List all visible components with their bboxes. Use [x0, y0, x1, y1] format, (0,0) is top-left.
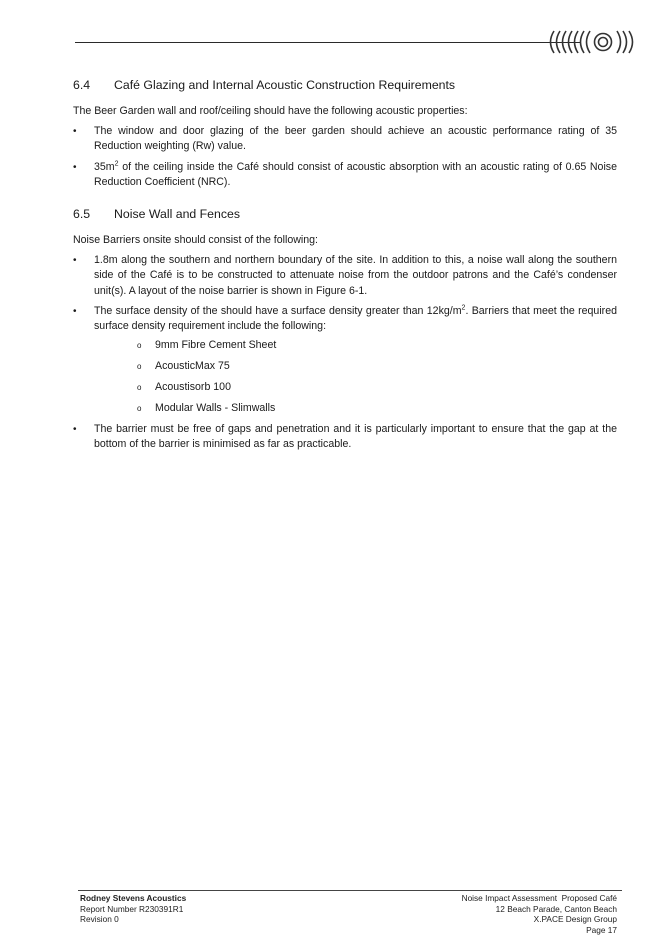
section-number: 6.5 [73, 207, 91, 222]
footer-doc-title: Noise Impact Assessment Proposed Café [461, 893, 617, 903]
sub-list-item: o AcousticMax 75 [94, 359, 617, 374]
bullet-item: • The window and door glazing of the beer garden should achieve an acoustic performance rating of 35 Reduction weighting (Rw) value. [73, 124, 617, 155]
bullet-text: . Barriers that meet the required surface density requirement include the following: [94, 305, 617, 333]
section-number: 6.4 [73, 78, 91, 92]
bullet-item [73, 304, 617, 416]
footer-left [80, 893, 186, 925]
footer-rule [78, 890, 622, 891]
superscript: 2 [114, 160, 119, 168]
bullet-text: 35m [94, 160, 115, 173]
sub-list [94, 338, 617, 416]
superscript: 2 [461, 304, 466, 312]
section-heading-6-4 [73, 78, 617, 92]
sub-list-item: o Acoustisorb 100 [94, 380, 617, 395]
section-title: Noise Wall and Fences [114, 207, 240, 222]
bullet-text: of the ceiling inside the Café should consist of acoustic absorption with an acoustic rating of 0.65 Noise Reduction Coefficient (NRC). [94, 160, 617, 188]
sub-list-item: o 9mm Fibre Cement Sheet [94, 338, 617, 353]
footer-revision: Revision 0 [80, 914, 119, 925]
footer-page-number: Page 17 [586, 924, 617, 935]
footer-address: 12 Beach Parade, Canton Beach [495, 903, 617, 914]
footer-company: Rodney Stevens Acoustics [80, 893, 187, 903]
page-content [73, 78, 617, 457]
bullet-list [73, 253, 617, 452]
section-title: Café Glazing and Internal Acoustic Construction Requirements [114, 78, 456, 92]
section-intro: The Beer Garden wall and roof/ceiling should have the following acoustic properties: [73, 105, 468, 117]
bullet-list [73, 124, 617, 190]
header-rule [75, 42, 580, 43]
footer-report-number: Report Number R230391R1 [80, 903, 184, 914]
section-intro: Noise Barriers onsite should consist of the following: [73, 234, 318, 247]
bullet-text: The surface density of the should have a surface density greater than 12kg/m [94, 305, 462, 318]
bullet-item [73, 160, 617, 191]
footer-client: X.PACE Design Group [533, 914, 617, 925]
sound-wave-logo-icon [546, 28, 638, 56]
sub-list-item: o Modular Walls - Slimwalls [94, 401, 617, 416]
section-heading-6-5 [73, 207, 617, 221]
bullet-item: • 1.8m along the southern and northern boundary of the site. In addition to this, a noise wall along the southern side of the Café is to be constructed to attenuate noise from the outdoor patrons and the Café’s condenser unit(s). A layout of the noise barrier is shown in Figure 6-1. [73, 253, 617, 299]
bullet-item: • The barrier must be free of gaps and penetration and it is particularly important to ensure that the gap at the bottom of the barrier is minimised as far as practicable. [73, 422, 617, 453]
footer-right [462, 893, 617, 935]
